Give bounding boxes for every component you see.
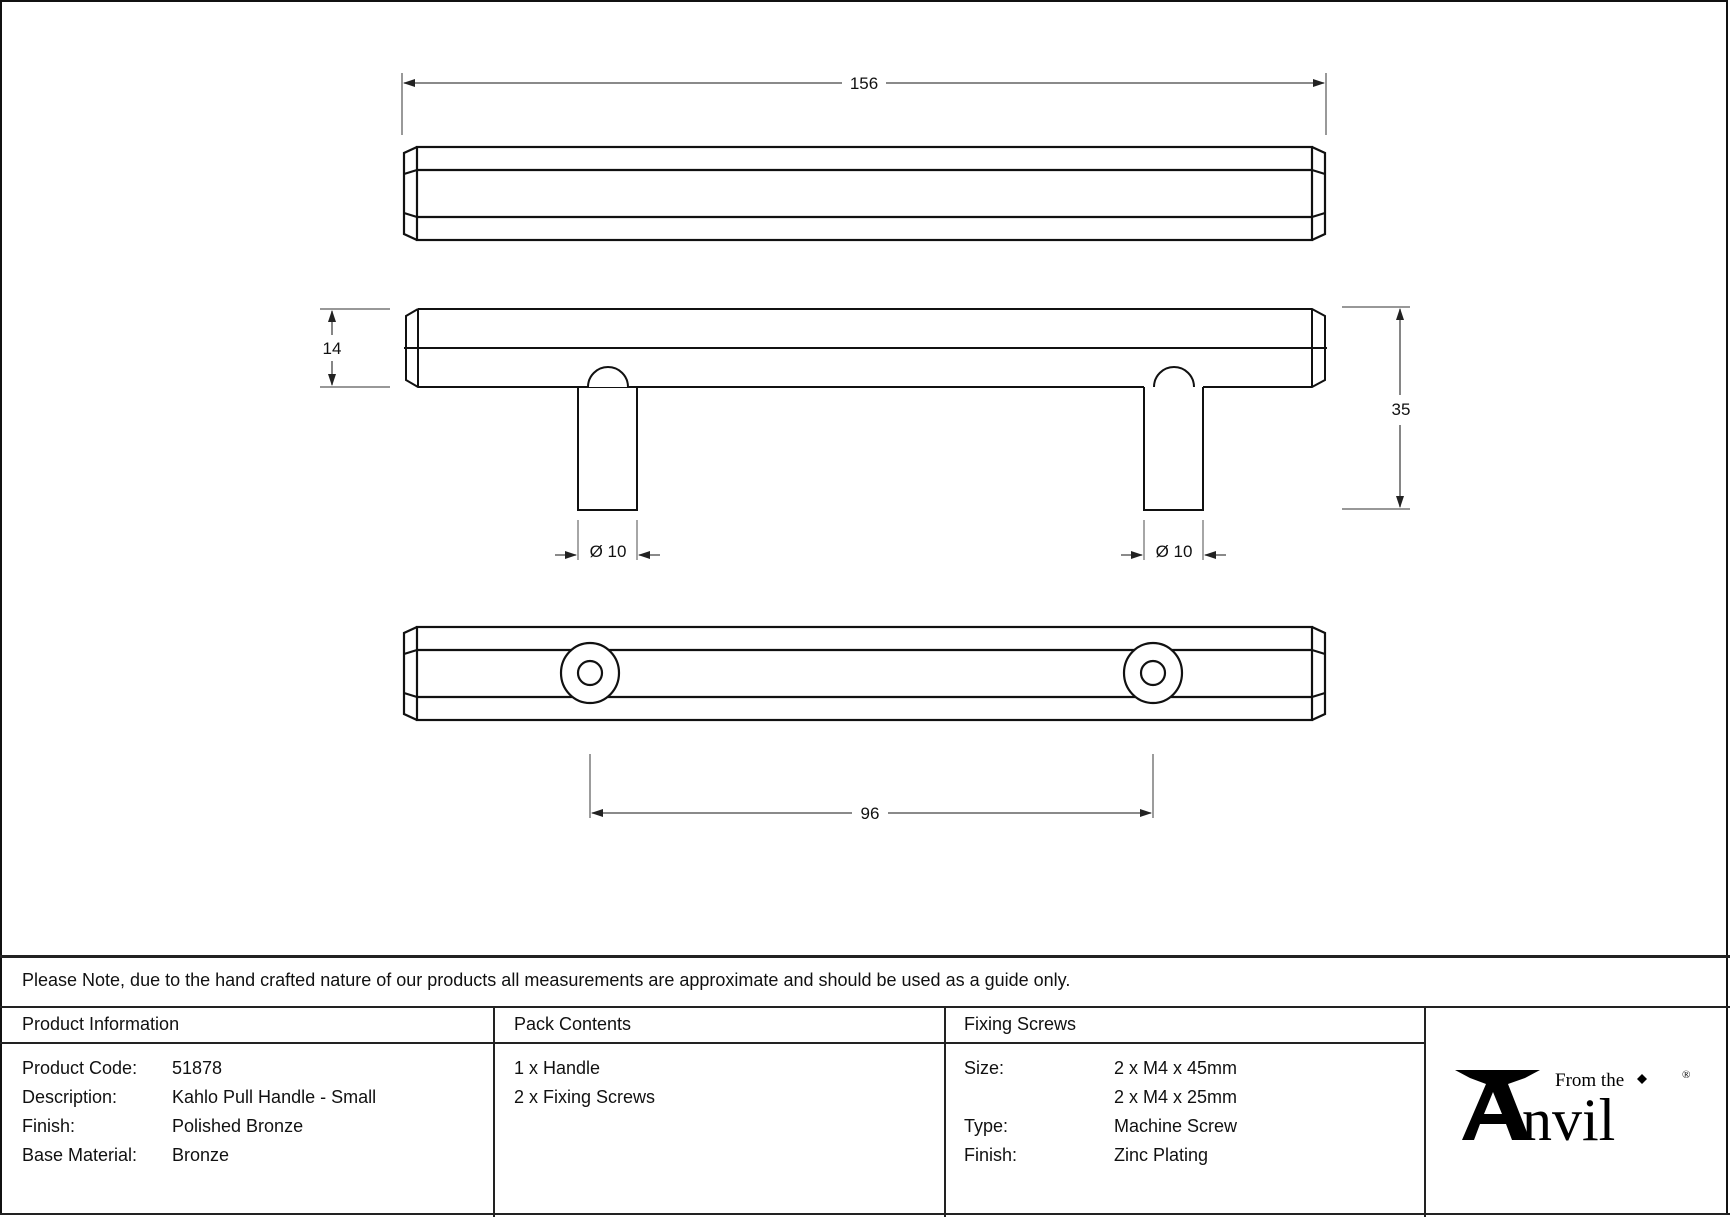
screw-type-value: Machine Screw [1114,1116,1238,1136]
col-divider-1 [493,1006,495,1217]
dim-bar-diameter: 14 [322,339,342,358]
product-information-header: Product Information [22,1014,180,1034]
note-divider [0,1006,1730,1008]
top-view [402,73,1326,240]
table-bottom-border [0,1213,1730,1215]
base-material-label: Base Material: [22,1145,138,1165]
screw-finish-label: Finish: [964,1145,1018,1165]
table-top-border [0,955,1730,958]
screw-type-label: Type: [964,1116,1009,1136]
screw-size-value-1: 2 x M4 x 45mm [1114,1058,1238,1078]
anvil-logo [1450,1062,1700,1152]
dim-centres: 96 [860,804,880,823]
pack-item: 1 x Handle [514,1058,601,1078]
logo-anvil: nvil [1522,1087,1616,1152]
diamond-icon [1637,1074,1647,1084]
base-material-value: Bronze [172,1145,230,1165]
bottom-view [404,627,1325,818]
product-code-value: 51878 [172,1058,223,1078]
header-divider-left [0,1042,1425,1044]
side-view [320,307,1410,560]
logo-from-the: From the [1555,1070,1625,1091]
registered-mark: ® [1682,1069,1691,1081]
fixing-screws-header: Fixing Screws [964,1014,1077,1034]
product-code-label: Product Code: [22,1058,138,1078]
screw-size-value-2: 2 x M4 x 25mm [1114,1087,1238,1107]
dim-leg-diameter-left: Ø 10 [589,542,627,561]
dim-leg-diameter-right: Ø 10 [1155,542,1193,561]
description-value: Kahlo Pull Handle - Small [172,1087,377,1107]
screw-finish-value: Zinc Plating [1114,1145,1209,1165]
finish-value: Polished Bronze [172,1116,304,1136]
description-label: Description: [22,1087,118,1107]
col-divider-3 [1424,1006,1426,1217]
disclaimer-note: Please Note, due to the hand crafted nature of our products all measurements are approximate and should be used as a guide only. [22,970,1071,990]
dim-overall-length: 156 [849,74,879,93]
dim-projection: 35 [1391,400,1411,419]
pack-contents-header: Pack Contents [514,1014,632,1034]
col-divider-2 [944,1006,946,1217]
finish-label: Finish: [22,1116,76,1136]
screw-size-label: Size: [964,1058,1005,1078]
pack-item: 2 x Fixing Screws [514,1087,656,1107]
